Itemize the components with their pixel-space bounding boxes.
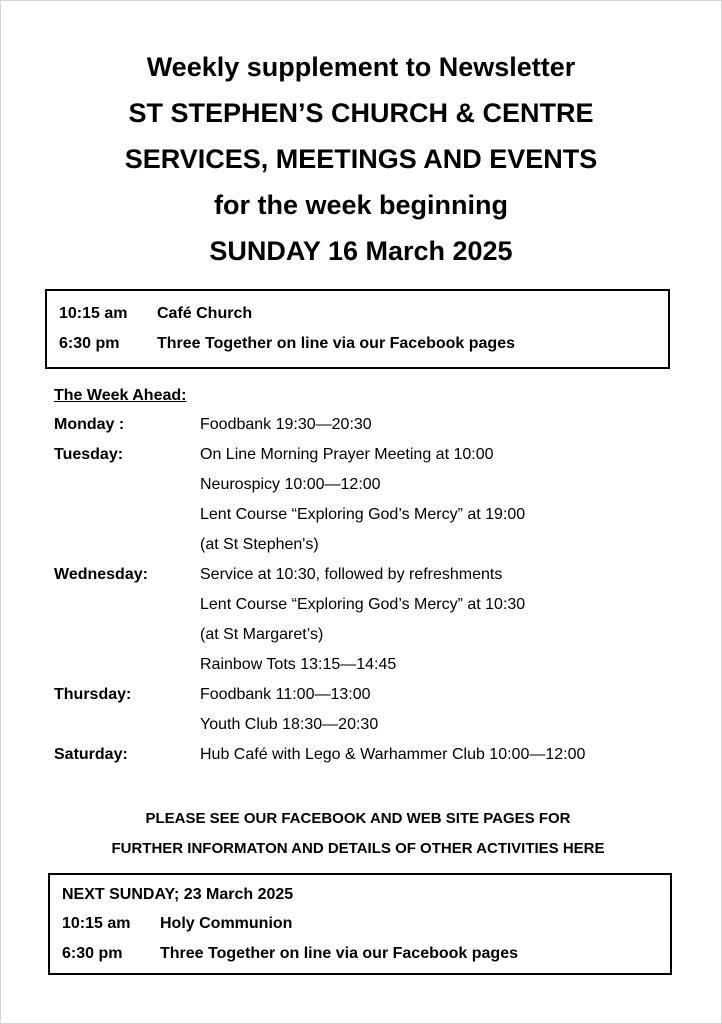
- schedule-row: [54, 590, 585, 620]
- title-line-1: Weekly supplement to Newsletter: [146, 52, 576, 82]
- service-row: [62, 939, 670, 969]
- schedule-row: [54, 470, 585, 500]
- service-row: [62, 909, 670, 939]
- facebook-notice: [0, 804, 716, 864]
- schedule-event: Lent Course “Exploring God’s Mercy” at 10:30: [200, 596, 526, 613]
- schedule-day: Thursday:: [54, 686, 132, 703]
- schedule-event: Service at 10:30, followed by refreshments: [200, 566, 503, 583]
- schedule-day: Monday :: [54, 416, 125, 433]
- schedule-event: Neurospicy 10:00—12:00: [200, 476, 381, 493]
- schedule-event: Lent Course “Exploring God’s Mercy” at 19:00: [200, 506, 526, 523]
- service-time: 6:30 pm: [59, 335, 120, 352]
- schedule-event: Youth Club 18:30—20:30: [200, 716, 379, 733]
- service-name: Three Together on line via our Facebook pages: [157, 335, 515, 352]
- schedule-event: Foodbank 11:00—13:00: [200, 686, 371, 703]
- service-row: [59, 299, 668, 329]
- notice-line-1: PLEASE SEE OUR FACEBOOK AND WEB SITE PAGES FOR: [145, 810, 571, 827]
- page-title: [0, 44, 722, 274]
- schedule-event: On Line Morning Prayer Meeting at 10:00: [200, 446, 494, 463]
- schedule-row: [54, 410, 585, 440]
- title-line-2: ST STEPHEN’S CHURCH & CENTRE: [128, 98, 594, 128]
- schedule-row: [54, 710, 585, 740]
- schedule-row: [54, 500, 585, 530]
- schedule-row: [54, 620, 585, 650]
- week-ahead-section: [54, 382, 585, 770]
- schedule-event: Hub Café with Lego & Warhammer Club 10:00—12:00: [200, 746, 586, 763]
- schedule-row: [54, 680, 585, 710]
- schedule-day: Saturday:: [54, 746, 128, 763]
- week-ahead-heading: The Week Ahead:: [54, 387, 187, 404]
- schedule-row: [54, 650, 585, 680]
- schedule-event: (at St Margaret’s): [200, 626, 324, 643]
- next-sunday-heading: NEXT SUNDAY; 23 March 2025: [62, 886, 294, 903]
- service-time: 10:15 am: [59, 305, 128, 322]
- schedule-row: [54, 560, 585, 590]
- schedule-row: [54, 530, 585, 560]
- service-row: [59, 329, 668, 359]
- schedule-event: Foodbank 19:30—20:30: [200, 416, 372, 433]
- title-line-4: for the week beginning: [213, 190, 509, 220]
- notice-line-2: FURTHER INFORMATON AND DETAILS OF OTHER ACTIVITIES HERE: [111, 840, 605, 857]
- schedule-event: Rainbow Tots 13:15—14:45: [200, 656, 397, 673]
- service-name: Three Together on line via our Facebook pages: [160, 945, 518, 962]
- title-line-3: SERVICES, MEETINGS AND EVENTS: [124, 144, 598, 174]
- schedule-day: Wednesday:: [54, 566, 148, 583]
- schedule-row: [54, 740, 585, 770]
- service-name: Holy Communion: [160, 915, 293, 932]
- next-sunday-box: [48, 873, 672, 975]
- title-line-5: SUNDAY 16 March 2025: [209, 236, 513, 266]
- service-time: 6:30 pm: [62, 945, 123, 962]
- schedule-row: [54, 440, 585, 470]
- schedule-event: (at St Stephen's): [200, 536, 319, 553]
- service-time: 10:15 am: [62, 915, 131, 932]
- service-name: Café Church: [157, 305, 253, 322]
- schedule-day: Tuesday:: [54, 446, 124, 463]
- sunday-services-box: [45, 289, 670, 369]
